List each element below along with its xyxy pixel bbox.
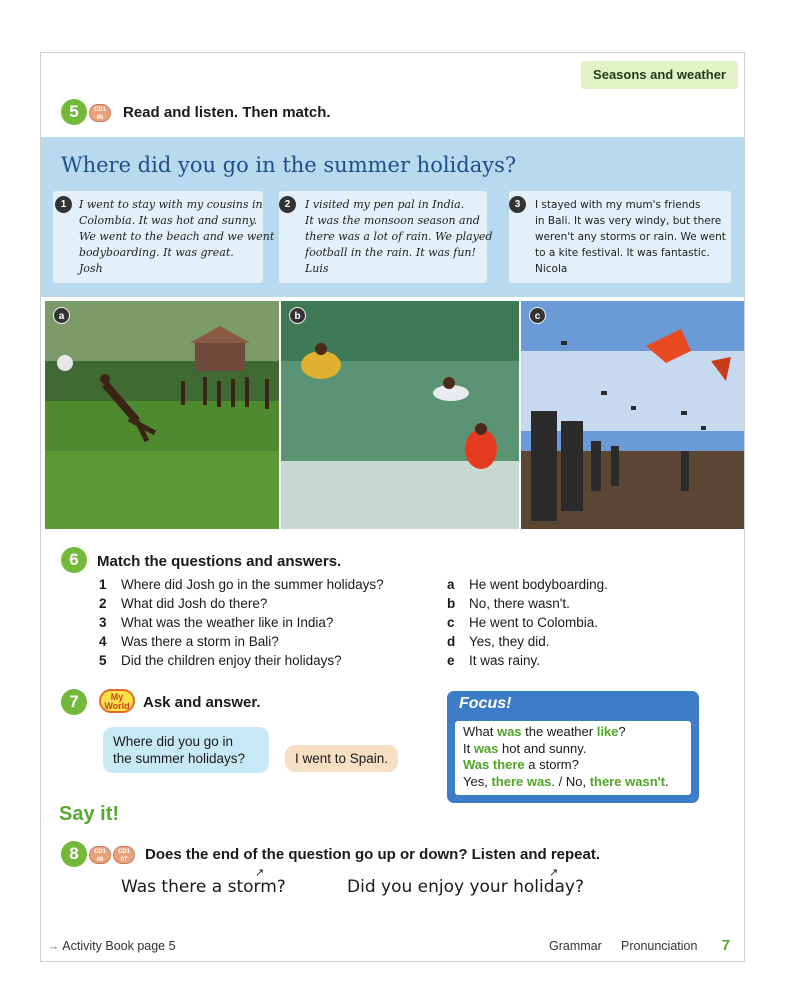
- answer-speech-bubble: I went to Spain.: [285, 745, 398, 772]
- page-number: 7: [721, 937, 730, 954]
- footer-grammar: Grammar: [549, 939, 602, 953]
- question-speech-bubble: Where did you go in the summer holidays?: [103, 727, 269, 773]
- card-text-josh: I went to stay with my cousins in Colombia. It was hot and sunny. We went to the beach and we went bodyboarding. It was great. Josh: [79, 198, 275, 275]
- activity-book-reference: → Activity Book page 5: [47, 939, 176, 953]
- focus-line: Was there a storm?: [463, 757, 579, 772]
- cd-track-icon: CD1 05: [89, 104, 111, 122]
- exercise-8-number: 8: [61, 841, 87, 867]
- question-row: 3 What was the weather like in India?: [99, 615, 334, 630]
- textbook-page: [40, 52, 745, 962]
- answer-row: d Yes, they did.: [447, 634, 550, 649]
- exercise-5-number: 5: [61, 99, 87, 125]
- say-it-heading: Say it!: [59, 803, 120, 825]
- arrow-right-icon: →: [47, 939, 63, 953]
- exercise-7-number: 7: [61, 689, 87, 715]
- answer-row: a He went bodyboarding.: [447, 577, 608, 592]
- question-row: 5 Did the children enjoy their holidays?: [99, 653, 342, 668]
- focus-line: What was the weather like?: [463, 724, 626, 739]
- card-text-luis: I visited my pen pal in India. It was the monsoon season and there was a lot of rain. We played football in the rain. It was fun! Luis: [305, 198, 493, 275]
- answer-row: b No, there wasn't.: [447, 596, 570, 611]
- card-number: 2: [279, 196, 296, 213]
- intonation-up-arrow-icon: ↗: [255, 867, 265, 879]
- answer-row: e It was rainy.: [447, 653, 541, 668]
- pronunciation-sentence-2: Did you enjoy your holiday?: [347, 877, 585, 897]
- pronunciation-sentence-1: Was there a storm?: [121, 877, 286, 897]
- bodyboarding-photo: [281, 301, 519, 529]
- exercise-6-title: Match the questions and answers.: [97, 553, 342, 570]
- question-row: 4 Was there a storm in Bali?: [99, 634, 279, 649]
- exercise-6-number: 6: [61, 547, 87, 573]
- focus-line: Yes, there was. / No, there wasn't.: [463, 773, 669, 789]
- answer-row: c He went to Colombia.: [447, 615, 599, 630]
- my-world-badge-icon: My World: [99, 689, 135, 713]
- focus-line: It was hot and sunny.: [463, 740, 587, 756]
- card-number: 1: [55, 196, 72, 213]
- exercise-8-title: Does the end of the question go up or down? Listen and repeat.: [145, 846, 601, 863]
- cd-track-icon: CD1 07: [113, 846, 135, 864]
- focus-content: [455, 721, 691, 795]
- cd-track-icon: CD1 06: [89, 846, 111, 864]
- card-number: 3: [509, 196, 526, 213]
- footer-pronunciation: Pronunciation: [621, 939, 698, 953]
- topic-label: Seasons and weather: [581, 61, 738, 89]
- intonation-up-arrow-icon: ↗: [549, 867, 559, 879]
- reading-headline: Where did you go in the summer holidays?: [61, 153, 517, 177]
- card-text-nicola: I stayed with my mum's friends in Bali. It was very windy, but there weren't any storms or rain. We went to a kite festival. It was fantastic. Nicola: [535, 199, 726, 275]
- photo-letter: a: [53, 307, 70, 324]
- exercise-7-title: Ask and answer.: [143, 694, 261, 711]
- question-row: 1 Where did Josh go in the summer holidays?: [99, 577, 384, 592]
- photo-letter: b: [289, 307, 306, 324]
- focus-title: Focus!: [459, 695, 512, 712]
- focus-box: [447, 691, 699, 803]
- photo-letter: c: [529, 307, 546, 324]
- exercise-5-title: Read and listen. Then match.: [123, 104, 331, 121]
- football-in-rain-photo: [45, 301, 279, 529]
- question-row: 2 What did Josh do there?: [99, 596, 268, 611]
- kite-festival-photo: [521, 301, 744, 529]
